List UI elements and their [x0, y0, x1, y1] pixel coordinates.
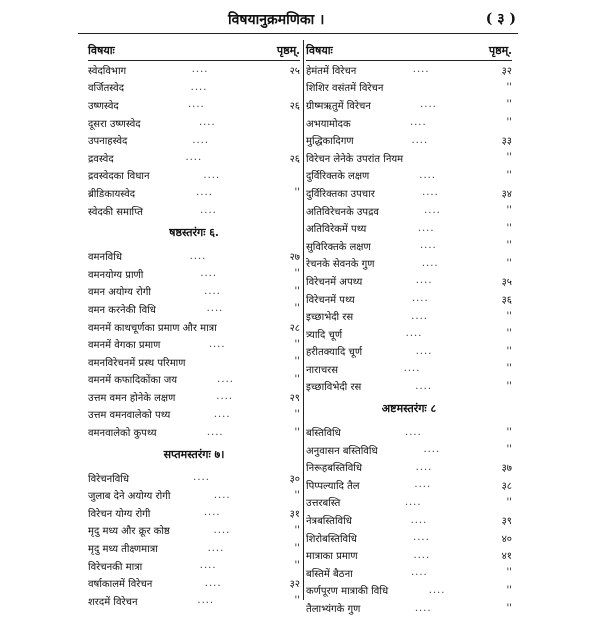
index-entry — [306, 114, 512, 132]
entry-title: मृदु मध्य और क्रूर कोष्ठ — [88, 526, 170, 538]
entry-page-number: '' — [506, 345, 512, 357]
entry-leader-dots: .... — [415, 275, 433, 287]
entry-title: नाराचरस — [306, 364, 339, 376]
section-heading: सप्तमस्तरंगः ७। — [163, 447, 225, 461]
index-entry — [88, 539, 300, 557]
entry-leader-dots: .... — [206, 426, 224, 438]
entry-title: उत्तम वमनवालेको पथ्य — [88, 410, 171, 422]
entry-leader-dots: .... — [187, 99, 205, 111]
entry-page-number: '' — [506, 152, 512, 164]
entry-leader-dots: .... — [206, 303, 224, 315]
entry-page-number: ३० — [289, 473, 300, 485]
entry-leader-dots: .... — [423, 444, 441, 456]
index-entry — [306, 167, 512, 185]
right-column-header — [306, 40, 512, 61]
entry-page-number: '' — [294, 524, 300, 536]
index-entry — [88, 131, 300, 149]
index-entry — [306, 131, 512, 149]
entry-leader-dots: .... — [192, 134, 210, 146]
entry-title: ग्रीष्मऋतुमें विरेचन — [306, 100, 371, 112]
entry-title: जुलाब देने अयोग्य रोगी — [88, 491, 171, 503]
index-entry — [306, 529, 512, 547]
entry-leader-dots: .... — [403, 363, 421, 375]
entry-leader-dots: .... — [213, 489, 231, 501]
left-column-header — [88, 40, 300, 61]
entry-title: बस्तिविधि — [306, 428, 341, 440]
entry-leader-dots: .... — [193, 472, 210, 484]
entry-title: विरेचनविधि — [88, 473, 130, 485]
entry-leader-dots: .... — [422, 187, 439, 199]
entry-page-number: '' — [506, 584, 512, 596]
entry-page-number: '' — [294, 356, 300, 368]
entry-title: मात्राका प्रमाण — [306, 551, 358, 563]
entry-title: शरदमें विरेचन — [88, 596, 138, 608]
entry-title: ब्रीडिकायस्वेद — [88, 188, 136, 200]
index-entry — [88, 114, 300, 132]
entry-page-number: ३७ — [501, 463, 512, 475]
entry-leader-dots: .... — [410, 514, 428, 526]
entry-title: वमनवालेको कुपथ्य — [88, 428, 157, 440]
index-entry — [88, 592, 300, 610]
entry-title: द्रवस्वेदका विधान — [88, 171, 150, 183]
entry-page-number: '' — [294, 542, 300, 554]
entry-title: वर्जितस्वेद — [88, 83, 125, 95]
entry-leader-dots: .... — [420, 99, 437, 111]
entry-leader-dots: .... — [411, 134, 429, 146]
entry-page-number: २९ — [289, 392, 300, 404]
entry-title: दुर्विरिक्तका उपचार — [306, 188, 375, 200]
entry-leader-dots: .... — [203, 507, 221, 519]
entry-leader-dots: .... — [413, 549, 431, 561]
entry-title: दूसरा उष्णस्वेद — [88, 118, 141, 130]
entry-leader-dots: .... — [216, 391, 234, 403]
index-entry — [88, 300, 300, 318]
entry-leader-dots: .... — [190, 81, 208, 93]
entry-title: विरेचनकी मात्रा — [88, 561, 143, 573]
entry-leader-dots: .... — [213, 524, 231, 536]
left-entries-group-3 — [88, 469, 300, 610]
entry-title: मुद्धिकादिगण — [306, 136, 354, 148]
entry-leader-dots: .... — [189, 250, 207, 262]
entry-title: इच्छाभेदी रस — [306, 312, 354, 324]
entry-leader-dots: .... — [204, 285, 221, 297]
entry-leader-dots: .... — [405, 426, 422, 438]
entry-title: वमनमें कफादिकोंका जय — [88, 375, 178, 387]
entry-page-number: ३८ — [501, 480, 512, 492]
entry-title: शिशिर वसंतमें विरेचन — [306, 83, 384, 95]
entry-title: स्वेदकी समाप्ति — [88, 206, 143, 218]
right-column — [306, 40, 512, 617]
entry-page-number: '' — [294, 373, 300, 385]
entry-page-number: ३३ — [501, 136, 512, 148]
entry-page-number: '' — [506, 496, 512, 508]
entry-page-number: २६ — [289, 153, 300, 165]
entry-title: विरेचनमें पथ्य — [306, 294, 355, 306]
entry-leader-dots: .... — [419, 240, 437, 252]
entry-page-number: '' — [294, 426, 300, 438]
entry-title: वमन अयोग्य रोगी — [88, 287, 151, 299]
left-entries-group-2 — [88, 247, 300, 441]
entry-leader-dots: .... — [411, 567, 428, 579]
entry-leader-dots: .... — [413, 532, 430, 544]
entry-title: त्र्यादि चूर्ण — [306, 329, 343, 341]
entry-title: विरेचन योग्य रोगी — [88, 508, 151, 520]
entry-title: रेचनके सेवनके गुण — [306, 259, 375, 271]
section-heading: षष्ठस्तरंगः ६. — [169, 226, 219, 240]
entry-leader-dots: .... — [419, 169, 436, 181]
entry-title: सुविरिक्तके लक्षण — [306, 241, 371, 253]
entry-leader-dots: .... — [411, 293, 429, 305]
index-entry — [306, 476, 512, 494]
entry-page-number: '' — [294, 303, 300, 315]
entry-leader-dots: .... — [428, 584, 446, 596]
index-entry — [306, 202, 512, 220]
entry-page-number: २८ — [289, 322, 300, 334]
entry-title: अनुवासन बस्तिविधि — [306, 445, 378, 457]
index-entry — [88, 184, 300, 202]
index-entry — [88, 79, 300, 97]
entry-page-number: ३६ — [501, 294, 512, 306]
index-entry — [88, 247, 300, 265]
index-entry — [306, 582, 512, 600]
entry-page-number: '' — [294, 187, 300, 199]
entry-leader-dots: .... — [207, 542, 225, 554]
entry-title: उत्तम वमन होनेके लक्षण — [88, 392, 176, 404]
entry-title: हेमंतमें विरेचन — [306, 65, 357, 77]
entry-title: नेत्रबस्तिविधि — [306, 516, 352, 528]
index-entry — [88, 504, 300, 522]
index-entry — [306, 423, 512, 441]
index-entry — [306, 546, 512, 564]
entry-title: पिप्पल्यादि तैल — [306, 480, 360, 492]
section-heading: अष्टमस्तरंगः ८ — [381, 402, 437, 416]
subject-heading: विषयाः — [88, 43, 115, 57]
index-entry — [306, 79, 512, 97]
entry-page-number: '' — [506, 444, 512, 456]
index-entry — [306, 343, 512, 361]
entry-leader-dots: .... — [412, 64, 430, 76]
entry-leader-dots: .... — [409, 117, 427, 129]
index-entry — [306, 599, 512, 617]
entry-title: द्रवस्वेद — [88, 153, 114, 165]
right-entries-group-1 — [306, 61, 512, 395]
entry-page-number: ३४ — [501, 188, 512, 200]
entry-page-number: २५ — [289, 65, 300, 77]
entry-leader-dots: .... — [208, 338, 226, 350]
entry-page-number: '' — [506, 257, 512, 269]
entry-page-number: २६ — [289, 100, 300, 112]
entry-title: स्वेदविभाग — [88, 65, 127, 77]
index-entry — [88, 202, 300, 220]
entry-page-number: ४१ — [501, 551, 512, 563]
entry-title: वमनमें काथचूर्णका प्रमाण और मात्रा — [88, 322, 217, 334]
index-entry — [306, 255, 512, 273]
index-entry — [306, 237, 512, 255]
index-entry — [88, 335, 300, 353]
entry-title: उपनाहस्वेद — [88, 136, 128, 148]
entry-leader-dots: .... — [204, 577, 222, 589]
index-entry — [306, 272, 512, 290]
entry-leader-dots: .... — [185, 152, 203, 164]
entry-page-number: '' — [506, 81, 512, 93]
entry-page-number: '' — [506, 169, 512, 181]
index-entry — [88, 353, 300, 371]
entry-title: मृदु मध्य तीक्ष्णमात्रा — [88, 544, 158, 556]
entry-page-number: '' — [294, 338, 300, 350]
left-column — [88, 40, 300, 610]
index-entry — [306, 219, 512, 237]
index-entry — [88, 371, 300, 389]
entry-title: वमनविरेचनमें प्रस्थ परिमाण — [88, 357, 186, 369]
entry-page-number: ३२ — [501, 65, 512, 77]
entry-leader-dots: .... — [414, 602, 432, 614]
entry-page-number: ३९ — [501, 516, 512, 528]
entry-page-number: '' — [506, 205, 512, 217]
entry-leader-dots: .... — [421, 257, 439, 269]
entry-page-number: '' — [294, 285, 300, 297]
index-entry — [88, 469, 300, 487]
index-entry — [88, 265, 300, 283]
page-heading: पृष्ठम्. — [276, 43, 300, 57]
entry-title: अभयामोदक — [306, 118, 351, 130]
entry-page-number: '' — [506, 117, 512, 129]
entry-page-number: '' — [506, 222, 512, 234]
index-entry — [88, 486, 300, 504]
index-entry — [306, 494, 512, 512]
entry-title: इच्छाविभेदी रस — [306, 382, 362, 394]
entry-title: अतिविरेचनके उपद्रव — [306, 206, 379, 218]
entry-leader-dots: .... — [411, 310, 428, 322]
entry-page-number: २७ — [289, 252, 300, 264]
entry-page-number: '' — [506, 567, 512, 579]
entry-page-number: '' — [294, 560, 300, 572]
entry-leader-dots: .... — [197, 595, 215, 607]
entry-page-number: '' — [506, 380, 512, 392]
entry-title: विरेचनमें अपथ्य — [306, 276, 363, 288]
entry-leader-dots: .... — [213, 408, 231, 420]
entry-title: वमन करनेकी विधि — [88, 304, 156, 316]
index-entry — [306, 378, 512, 396]
entry-leader-dots: .... — [200, 205, 217, 217]
right-entries-group-2 — [306, 423, 512, 617]
index-entry — [306, 149, 512, 167]
entry-title: हरीतक्यादि चूर्ण — [306, 347, 363, 359]
index-entry — [306, 96, 512, 114]
index-entry — [88, 61, 300, 79]
index-entry — [88, 423, 300, 441]
index-entry — [306, 564, 512, 582]
entry-title: वमनविधि — [88, 252, 122, 264]
entry-title: वमनयोग्य प्राणी — [88, 269, 144, 281]
entry-title: अतिविरेकमें पथ्य — [306, 224, 367, 236]
entry-page-number: '' — [506, 602, 512, 614]
entry-page-number: '' — [506, 363, 512, 375]
index-entry — [88, 96, 300, 114]
entry-leader-dots: .... — [424, 205, 441, 217]
entry-title: विरेचन लेनेके उपरांत नियम — [306, 153, 404, 165]
entry-leader-dots: .... — [203, 169, 221, 181]
index-entry — [306, 184, 512, 202]
index-entry — [88, 388, 300, 406]
subject-heading: विषयाः — [306, 43, 333, 57]
index-entry — [306, 290, 512, 308]
index-entry — [88, 574, 300, 592]
index-entry — [306, 61, 512, 79]
index-entry — [306, 511, 512, 529]
entry-title: वर्षाकालमें विरेचन — [88, 579, 153, 591]
index-entry — [306, 441, 512, 459]
entry-page-number: '' — [506, 99, 512, 111]
entry-leader-dots: .... — [217, 373, 234, 385]
entry-page-number: '' — [294, 595, 300, 607]
entry-title: बस्तिमें बैठना — [306, 568, 353, 580]
entry-leader-dots: .... — [196, 187, 213, 199]
entry-leader-dots: .... — [404, 496, 422, 508]
column-divider — [303, 40, 304, 600]
entry-title: दुर्विरिक्तके लक्षण — [306, 171, 370, 183]
entry-page-number: '' — [294, 489, 300, 501]
left-entries-group-1 — [88, 61, 300, 219]
entry-page-number: '' — [506, 310, 512, 322]
page-header — [78, 5, 518, 34]
entry-title: कर्णपूरण मात्राकी विधि — [306, 586, 389, 598]
page-title: विषयानुक्रमणिका । — [228, 12, 325, 28]
index-entry — [306, 307, 512, 325]
entry-leader-dots: .... — [198, 117, 216, 129]
index-entry — [88, 167, 300, 185]
index-entry — [88, 283, 300, 301]
entry-page-number: '' — [506, 328, 512, 340]
entry-page-number: ३५ — [501, 276, 512, 288]
entry-page-number: '' — [506, 426, 512, 438]
entry-leader-dots: .... — [191, 64, 209, 76]
entry-title: उष्णस्वेद — [88, 100, 119, 112]
index-entry — [306, 325, 512, 343]
entry-page-number: '' — [294, 408, 300, 420]
entry-page-number: ३१ — [289, 508, 300, 520]
entry-title: तैलाभ्यंगके गुण — [306, 604, 361, 616]
entry-page-number: '' — [294, 268, 300, 280]
index-entry — [88, 522, 300, 540]
entry-title: शिरोबस्तिविधि — [306, 533, 357, 545]
entry-leader-dots: .... — [415, 345, 433, 357]
entry-page-number: '' — [506, 240, 512, 252]
entry-leader-dots: .... — [200, 268, 218, 280]
index-entry — [306, 360, 512, 378]
entry-leader-dots: .... — [414, 479, 432, 491]
index-entry — [88, 406, 300, 424]
entry-leader-dots: .... — [415, 461, 433, 473]
entry-leader-dots: .... — [417, 222, 435, 234]
entry-title: उत्तरबस्ति — [306, 498, 341, 510]
index-entry — [88, 557, 300, 575]
index-entry — [88, 318, 300, 336]
entry-page-number: ४० — [501, 533, 512, 545]
page-heading: पृष्ठम्. — [488, 43, 512, 57]
entry-title: वमनमें वेगका प्रमाण — [88, 340, 161, 352]
entry-leader-dots: .... — [199, 560, 217, 572]
page-number: ( ३ ) — [485, 11, 516, 27]
entry-title: निरूहबस्तिविधि — [306, 463, 362, 475]
index-entry — [306, 458, 512, 476]
entry-leader-dots: .... — [415, 380, 433, 392]
entry-page-number: ३२ — [289, 579, 300, 591]
entry-leader-dots: .... — [405, 328, 423, 340]
index-entry — [88, 149, 300, 167]
